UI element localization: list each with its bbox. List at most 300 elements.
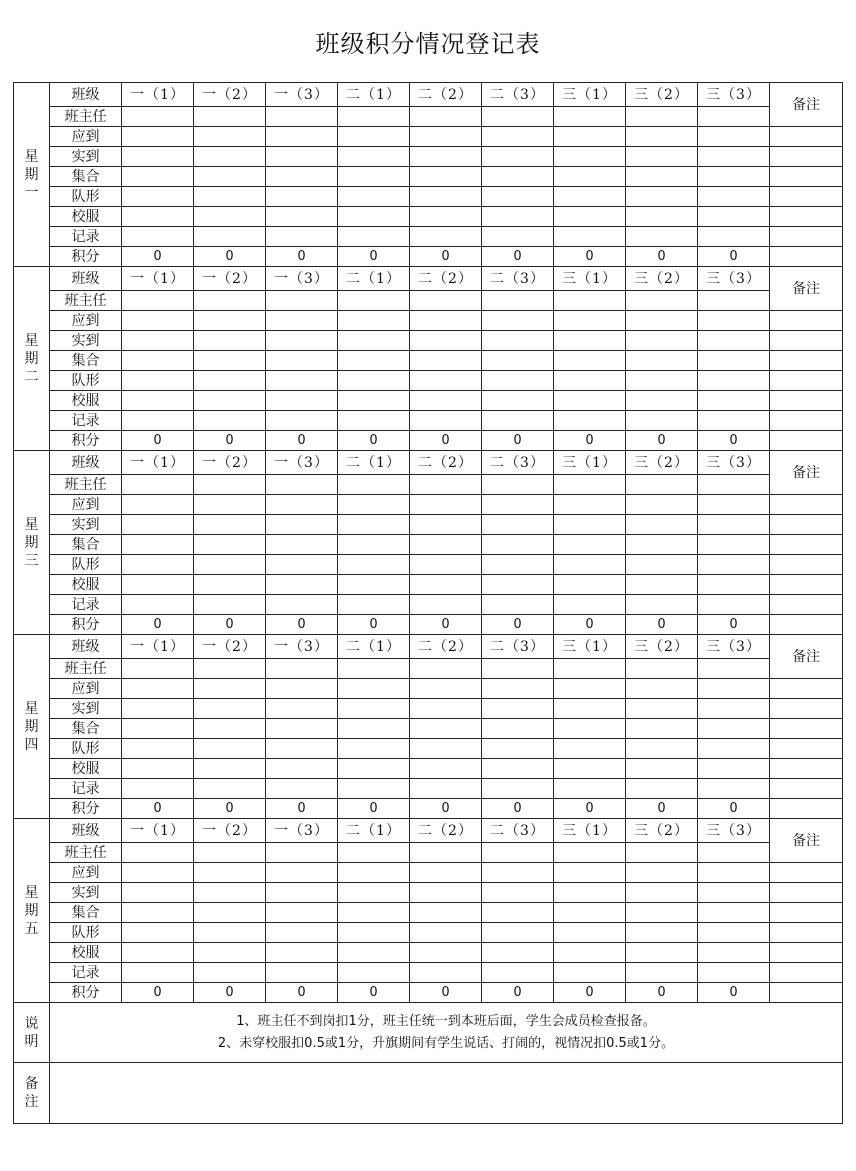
entry-cell[interactable] — [194, 351, 266, 371]
entry-cell[interactable] — [122, 495, 194, 515]
entry-cell[interactable] — [122, 331, 194, 351]
entry-cell[interactable] — [410, 863, 482, 883]
entry-cell[interactable] — [194, 411, 266, 431]
entry-cell[interactable] — [410, 779, 482, 799]
entry-cell[interactable] — [626, 555, 698, 575]
entry-cell[interactable] — [626, 659, 698, 679]
entry-cell[interactable] — [626, 779, 698, 799]
entry-cell[interactable] — [122, 187, 194, 207]
entry-cell[interactable] — [122, 739, 194, 759]
entry-cell[interactable] — [266, 923, 338, 943]
entry-cell[interactable] — [338, 495, 410, 515]
score-cell[interactable]: 0 — [698, 247, 770, 267]
entry-cell[interactable] — [266, 595, 338, 615]
entry-cell[interactable] — [554, 535, 626, 555]
entry-cell[interactable] — [698, 187, 770, 207]
remark-cell[interactable] — [770, 903, 843, 923]
entry-cell[interactable] — [410, 963, 482, 983]
entry-cell[interactable] — [554, 903, 626, 923]
remark-cell[interactable] — [770, 535, 843, 555]
score-cell[interactable]: 0 — [482, 799, 554, 819]
entry-cell[interactable] — [122, 759, 194, 779]
entry-cell[interactable] — [122, 863, 194, 883]
entry-cell[interactable] — [266, 863, 338, 883]
entry-cell[interactable] — [482, 411, 554, 431]
entry-cell[interactable] — [554, 227, 626, 247]
entry-cell[interactable] — [482, 719, 554, 739]
score-cell[interactable]: 0 — [194, 983, 266, 1003]
entry-cell[interactable] — [266, 147, 338, 167]
entry-cell[interactable] — [698, 107, 770, 127]
entry-cell[interactable] — [122, 943, 194, 963]
entry-cell[interactable] — [338, 883, 410, 903]
entry-cell[interactable] — [554, 331, 626, 351]
entry-cell[interactable] — [698, 475, 770, 495]
entry-cell[interactable] — [410, 187, 482, 207]
score-cell[interactable]: 0 — [266, 431, 338, 451]
entry-cell[interactable] — [410, 903, 482, 923]
entry-cell[interactable] — [626, 903, 698, 923]
entry-cell[interactable] — [482, 207, 554, 227]
entry-cell[interactable] — [338, 127, 410, 147]
score-cell[interactable]: 0 — [554, 431, 626, 451]
entry-cell[interactable] — [554, 107, 626, 127]
entry-cell[interactable] — [266, 351, 338, 371]
entry-cell[interactable] — [698, 207, 770, 227]
score-cell[interactable]: 0 — [410, 615, 482, 635]
entry-cell[interactable] — [554, 943, 626, 963]
entry-cell[interactable] — [122, 351, 194, 371]
entry-cell[interactable] — [554, 699, 626, 719]
score-cell[interactable]: 0 — [482, 983, 554, 1003]
entry-cell[interactable] — [194, 575, 266, 595]
score-cell[interactable]: 0 — [698, 431, 770, 451]
entry-cell[interactable] — [698, 923, 770, 943]
remark-cell[interactable] — [770, 431, 843, 451]
remark-cell[interactable] — [770, 943, 843, 963]
entry-cell[interactable] — [194, 943, 266, 963]
entry-cell[interactable] — [410, 883, 482, 903]
entry-cell[interactable] — [410, 391, 482, 411]
entry-cell[interactable] — [410, 107, 482, 127]
entry-cell[interactable] — [338, 943, 410, 963]
entry-cell[interactable] — [266, 107, 338, 127]
score-cell[interactable]: 0 — [266, 799, 338, 819]
entry-cell[interactable] — [698, 779, 770, 799]
entry-cell[interactable] — [194, 739, 266, 759]
remark-cell[interactable] — [770, 331, 843, 351]
score-cell[interactable]: 0 — [122, 799, 194, 819]
entry-cell[interactable] — [122, 371, 194, 391]
entry-cell[interactable] — [482, 351, 554, 371]
entry-cell[interactable] — [482, 739, 554, 759]
entry-cell[interactable] — [338, 227, 410, 247]
score-cell[interactable]: 0 — [122, 983, 194, 1003]
entry-cell[interactable] — [410, 311, 482, 331]
entry-cell[interactable] — [122, 963, 194, 983]
entry-cell[interactable] — [410, 147, 482, 167]
entry-cell[interactable] — [698, 515, 770, 535]
entry-cell[interactable] — [554, 351, 626, 371]
remark-cell[interactable] — [770, 575, 843, 595]
entry-cell[interactable] — [482, 515, 554, 535]
entry-cell[interactable] — [266, 779, 338, 799]
entry-cell[interactable] — [698, 883, 770, 903]
remark-cell[interactable] — [770, 779, 843, 799]
remark-cell[interactable] — [770, 167, 843, 187]
entry-cell[interactable] — [554, 779, 626, 799]
entry-cell[interactable] — [482, 107, 554, 127]
remark-cell[interactable] — [770, 555, 843, 575]
remark-cell[interactable] — [770, 147, 843, 167]
remark-cell[interactable] — [770, 311, 843, 331]
remark-cell[interactable] — [770, 863, 843, 883]
entry-cell[interactable] — [266, 679, 338, 699]
entry-cell[interactable] — [482, 187, 554, 207]
entry-cell[interactable] — [194, 107, 266, 127]
entry-cell[interactable] — [194, 903, 266, 923]
entry-cell[interactable] — [194, 779, 266, 799]
entry-cell[interactable] — [266, 311, 338, 331]
entry-cell[interactable] — [698, 739, 770, 759]
entry-cell[interactable] — [698, 719, 770, 739]
entry-cell[interactable] — [194, 495, 266, 515]
entry-cell[interactable] — [194, 863, 266, 883]
entry-cell[interactable] — [626, 411, 698, 431]
entry-cell[interactable] — [626, 699, 698, 719]
entry-cell[interactable] — [698, 679, 770, 699]
entry-cell[interactable] — [266, 963, 338, 983]
score-cell[interactable]: 0 — [482, 431, 554, 451]
entry-cell[interactable] — [338, 659, 410, 679]
score-cell[interactable]: 0 — [482, 615, 554, 635]
entry-cell[interactable] — [122, 107, 194, 127]
score-cell[interactable]: 0 — [266, 247, 338, 267]
entry-cell[interactable] — [122, 227, 194, 247]
entry-cell[interactable] — [626, 719, 698, 739]
score-cell[interactable]: 0 — [626, 431, 698, 451]
entry-cell[interactable] — [338, 331, 410, 351]
entry-cell[interactable] — [698, 311, 770, 331]
entry-cell[interactable] — [554, 739, 626, 759]
entry-cell[interactable] — [482, 167, 554, 187]
entry-cell[interactable] — [698, 227, 770, 247]
entry-cell[interactable] — [482, 903, 554, 923]
entry-cell[interactable] — [698, 863, 770, 883]
entry-cell[interactable] — [554, 391, 626, 411]
entry-cell[interactable] — [122, 575, 194, 595]
remark-cell[interactable] — [770, 699, 843, 719]
entry-cell[interactable] — [482, 943, 554, 963]
entry-cell[interactable] — [482, 699, 554, 719]
remark-cell[interactable] — [770, 923, 843, 943]
entry-cell[interactable] — [122, 515, 194, 535]
entry-cell[interactable] — [266, 371, 338, 391]
entry-cell[interactable] — [554, 555, 626, 575]
entry-cell[interactable] — [626, 495, 698, 515]
entry-cell[interactable] — [122, 843, 194, 863]
entry-cell[interactable] — [698, 147, 770, 167]
entry-cell[interactable] — [482, 575, 554, 595]
entry-cell[interactable] — [698, 595, 770, 615]
entry-cell[interactable] — [698, 331, 770, 351]
entry-cell[interactable] — [482, 291, 554, 311]
entry-cell[interactable] — [122, 923, 194, 943]
entry-cell[interactable] — [554, 207, 626, 227]
remark-cell[interactable] — [770, 227, 843, 247]
entry-cell[interactable] — [482, 475, 554, 495]
remark-cell[interactable] — [770, 515, 843, 535]
entry-cell[interactable] — [698, 943, 770, 963]
entry-cell[interactable] — [626, 515, 698, 535]
entry-cell[interactable] — [626, 331, 698, 351]
entry-cell[interactable] — [482, 391, 554, 411]
entry-cell[interactable] — [626, 759, 698, 779]
entry-cell[interactable] — [410, 351, 482, 371]
entry-cell[interactable] — [554, 719, 626, 739]
entry-cell[interactable] — [626, 863, 698, 883]
score-cell[interactable]: 0 — [626, 799, 698, 819]
score-cell[interactable]: 0 — [194, 431, 266, 451]
entry-cell[interactable] — [194, 659, 266, 679]
entry-cell[interactable] — [266, 515, 338, 535]
entry-cell[interactable] — [122, 311, 194, 331]
entry-cell[interactable] — [410, 331, 482, 351]
entry-cell[interactable] — [410, 659, 482, 679]
entry-cell[interactable] — [194, 515, 266, 535]
entry-cell[interactable] — [698, 575, 770, 595]
remark-cell[interactable] — [770, 739, 843, 759]
remark-cell[interactable] — [770, 679, 843, 699]
entry-cell[interactable] — [338, 475, 410, 495]
remark-cell[interactable] — [770, 411, 843, 431]
entry-cell[interactable] — [626, 943, 698, 963]
entry-cell[interactable] — [626, 351, 698, 371]
entry-cell[interactable] — [410, 167, 482, 187]
entry-cell[interactable] — [122, 679, 194, 699]
score-cell[interactable]: 0 — [266, 983, 338, 1003]
entry-cell[interactable] — [482, 495, 554, 515]
entry-cell[interactable] — [338, 759, 410, 779]
entry-cell[interactable] — [338, 207, 410, 227]
entry-cell[interactable] — [266, 167, 338, 187]
score-cell[interactable]: 0 — [698, 799, 770, 819]
entry-cell[interactable] — [266, 227, 338, 247]
entry-cell[interactable] — [626, 391, 698, 411]
entry-cell[interactable] — [194, 311, 266, 331]
entry-cell[interactable] — [122, 127, 194, 147]
entry-cell[interactable] — [554, 843, 626, 863]
entry-cell[interactable] — [194, 147, 266, 167]
entry-cell[interactable] — [410, 535, 482, 555]
entry-cell[interactable] — [122, 475, 194, 495]
entry-cell[interactable] — [554, 759, 626, 779]
entry-cell[interactable] — [554, 147, 626, 167]
entry-cell[interactable] — [338, 719, 410, 739]
score-cell[interactable]: 0 — [410, 799, 482, 819]
entry-cell[interactable] — [554, 575, 626, 595]
entry-cell[interactable] — [194, 475, 266, 495]
remark-cell[interactable] — [770, 207, 843, 227]
entry-cell[interactable] — [194, 371, 266, 391]
remark-cell[interactable] — [770, 187, 843, 207]
score-cell[interactable]: 0 — [122, 431, 194, 451]
entry-cell[interactable] — [194, 719, 266, 739]
entry-cell[interactable] — [554, 863, 626, 883]
entry-cell[interactable] — [698, 659, 770, 679]
entry-cell[interactable] — [554, 475, 626, 495]
score-cell[interactable]: 0 — [194, 615, 266, 635]
entry-cell[interactable] — [122, 147, 194, 167]
score-cell[interactable]: 0 — [122, 247, 194, 267]
entry-cell[interactable] — [338, 187, 410, 207]
entry-cell[interactable] — [626, 575, 698, 595]
entry-cell[interactable] — [122, 779, 194, 799]
entry-cell[interactable] — [554, 595, 626, 615]
remark-cell[interactable] — [770, 127, 843, 147]
entry-cell[interactable] — [266, 495, 338, 515]
entry-cell[interactable] — [410, 739, 482, 759]
entry-cell[interactable] — [338, 515, 410, 535]
entry-cell[interactable] — [266, 411, 338, 431]
score-cell[interactable]: 0 — [338, 615, 410, 635]
entry-cell[interactable] — [482, 659, 554, 679]
entry-cell[interactable] — [698, 903, 770, 923]
entry-cell[interactable] — [194, 595, 266, 615]
score-cell[interactable]: 0 — [338, 983, 410, 1003]
score-cell[interactable]: 0 — [194, 247, 266, 267]
entry-cell[interactable] — [194, 391, 266, 411]
entry-cell[interactable] — [626, 843, 698, 863]
entry-cell[interactable] — [266, 475, 338, 495]
entry-cell[interactable] — [626, 147, 698, 167]
remark-cell[interactable] — [770, 799, 843, 819]
score-cell[interactable]: 0 — [482, 247, 554, 267]
entry-cell[interactable] — [194, 679, 266, 699]
entry-cell[interactable] — [338, 863, 410, 883]
entry-cell[interactable] — [338, 739, 410, 759]
entry-cell[interactable] — [122, 883, 194, 903]
score-cell[interactable]: 0 — [338, 247, 410, 267]
footer-remark-field[interactable] — [50, 1063, 843, 1124]
entry-cell[interactable] — [482, 843, 554, 863]
entry-cell[interactable] — [626, 535, 698, 555]
entry-cell[interactable] — [626, 167, 698, 187]
entry-cell[interactable] — [410, 371, 482, 391]
entry-cell[interactable] — [194, 923, 266, 943]
score-cell[interactable]: 0 — [410, 247, 482, 267]
entry-cell[interactable] — [194, 883, 266, 903]
entry-cell[interactable] — [194, 227, 266, 247]
entry-cell[interactable] — [410, 127, 482, 147]
entry-cell[interactable] — [410, 475, 482, 495]
entry-cell[interactable] — [122, 207, 194, 227]
entry-cell[interactable] — [554, 167, 626, 187]
entry-cell[interactable] — [626, 127, 698, 147]
entry-cell[interactable] — [338, 147, 410, 167]
entry-cell[interactable] — [338, 699, 410, 719]
entry-cell[interactable] — [194, 127, 266, 147]
entry-cell[interactable] — [410, 923, 482, 943]
score-cell[interactable]: 0 — [626, 247, 698, 267]
score-cell[interactable]: 0 — [554, 799, 626, 819]
entry-cell[interactable] — [554, 291, 626, 311]
entry-cell[interactable] — [698, 391, 770, 411]
entry-cell[interactable] — [338, 411, 410, 431]
entry-cell[interactable] — [410, 515, 482, 535]
score-cell[interactable]: 0 — [122, 615, 194, 635]
entry-cell[interactable] — [410, 759, 482, 779]
entry-cell[interactable] — [266, 759, 338, 779]
remark-cell[interactable] — [770, 247, 843, 267]
entry-cell[interactable] — [698, 351, 770, 371]
entry-cell[interactable] — [410, 699, 482, 719]
entry-cell[interactable] — [626, 475, 698, 495]
entry-cell[interactable] — [410, 595, 482, 615]
score-cell[interactable]: 0 — [338, 799, 410, 819]
entry-cell[interactable] — [482, 535, 554, 555]
entry-cell[interactable] — [338, 391, 410, 411]
entry-cell[interactable] — [410, 943, 482, 963]
entry-cell[interactable] — [122, 411, 194, 431]
entry-cell[interactable] — [482, 779, 554, 799]
entry-cell[interactable] — [626, 291, 698, 311]
entry-cell[interactable] — [266, 187, 338, 207]
remark-cell[interactable] — [770, 883, 843, 903]
entry-cell[interactable] — [554, 411, 626, 431]
entry-cell[interactable] — [482, 963, 554, 983]
entry-cell[interactable] — [266, 575, 338, 595]
entry-cell[interactable] — [554, 679, 626, 699]
entry-cell[interactable] — [266, 739, 338, 759]
entry-cell[interactable] — [338, 843, 410, 863]
entry-cell[interactable] — [338, 167, 410, 187]
remark-cell[interactable] — [770, 983, 843, 1003]
remark-cell[interactable] — [770, 963, 843, 983]
entry-cell[interactable] — [338, 595, 410, 615]
entry-cell[interactable] — [482, 555, 554, 575]
entry-cell[interactable] — [554, 127, 626, 147]
entry-cell[interactable] — [698, 843, 770, 863]
entry-cell[interactable] — [266, 903, 338, 923]
entry-cell[interactable] — [194, 555, 266, 575]
entry-cell[interactable] — [482, 759, 554, 779]
entry-cell[interactable] — [626, 107, 698, 127]
entry-cell[interactable] — [482, 311, 554, 331]
entry-cell[interactable] — [338, 963, 410, 983]
score-cell[interactable]: 0 — [410, 983, 482, 1003]
entry-cell[interactable] — [194, 291, 266, 311]
score-cell[interactable]: 0 — [626, 983, 698, 1003]
entry-cell[interactable] — [194, 187, 266, 207]
entry-cell[interactable] — [626, 187, 698, 207]
entry-cell[interactable] — [698, 371, 770, 391]
entry-cell[interactable] — [410, 207, 482, 227]
score-cell[interactable]: 0 — [698, 615, 770, 635]
score-cell[interactable]: 0 — [554, 247, 626, 267]
entry-cell[interactable] — [194, 167, 266, 187]
entry-cell[interactable] — [266, 127, 338, 147]
remark-cell[interactable] — [770, 719, 843, 739]
entry-cell[interactable] — [410, 843, 482, 863]
entry-cell[interactable] — [698, 495, 770, 515]
entry-cell[interactable] — [266, 291, 338, 311]
entry-cell[interactable] — [266, 843, 338, 863]
entry-cell[interactable] — [410, 575, 482, 595]
entry-cell[interactable] — [554, 883, 626, 903]
entry-cell[interactable] — [698, 291, 770, 311]
entry-cell[interactable] — [482, 227, 554, 247]
